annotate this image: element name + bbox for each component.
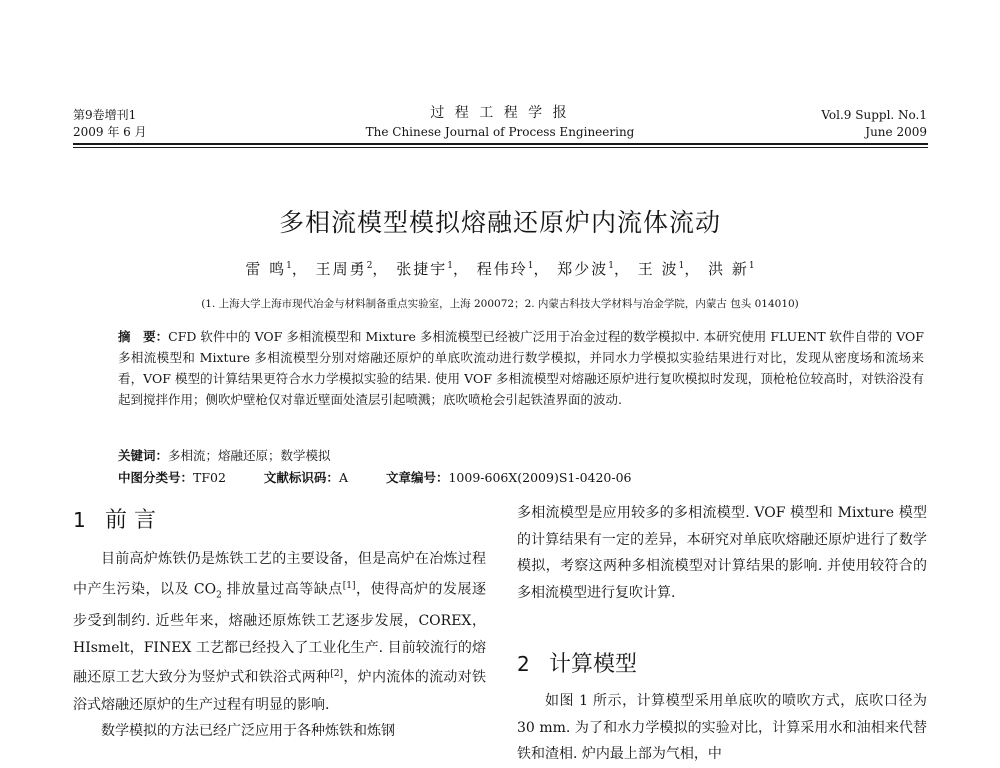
author-name: 张捷宇 (396, 260, 448, 278)
author-separator: ， (291, 260, 316, 278)
author-separator: ， (533, 260, 558, 278)
intro-paragraph-1 (73, 546, 486, 718)
section-2-heading (517, 650, 637, 679)
author-name: 雷 鸣 (245, 260, 287, 278)
abstract-label: 摘 要： (118, 329, 169, 344)
author-affiliation-mark: 1 (608, 261, 615, 271)
author-separator: ， (372, 260, 397, 278)
clc-code (118, 470, 226, 485)
section-1-heading (73, 506, 156, 535)
abstract (118, 326, 924, 410)
header-volume-en: Vol.9 Suppl. No.1 (821, 108, 927, 122)
intro-p1-c: ，使得高炉的发展逐步受到制约. 近些年来，熔融还原炼铁工艺逐步发展，COREX，HIsmelt，FINEX 工艺都已经投入了工业化生产. 目前较流行的熔融还原工艺大致分为竖炉式和铁浴式两种 (73, 581, 487, 687)
clc-value: TF02 (193, 470, 226, 485)
doc-label: 文献标识码： (263, 470, 339, 485)
keywords (118, 445, 331, 466)
author-affiliation-mark: 1 (678, 261, 685, 271)
header-date-en: June 2009 (865, 125, 927, 139)
author-name: 洪 新 (708, 260, 749, 278)
header-volume-cn: 第9卷增刊1 (73, 108, 137, 122)
article-number (386, 470, 632, 485)
section-2-paragraph (517, 688, 927, 768)
section-2-number: 2 (517, 652, 530, 676)
classification-line (118, 467, 666, 488)
left-column (73, 546, 486, 745)
author-affiliation-mark: 1 (748, 261, 755, 271)
author-separator: ， (684, 260, 709, 278)
clc-label: 中图分类号： (118, 470, 194, 485)
doc-value: A (338, 470, 348, 485)
author-name: 王周勇 (315, 260, 367, 278)
header-date-cn: 2009 年 6 月 (73, 125, 147, 139)
author-name: 程伟玲 (476, 260, 528, 278)
author-affiliation-mark: 1 (447, 261, 453, 271)
intro-p1-a: 目前高炉炼铁仍是炼铁工艺的主要设备，但是高炉在冶炼过程中产生污染，以及 CO (73, 551, 486, 598)
author-separator: ， (614, 260, 638, 278)
author-name: 郑少波 (557, 260, 609, 278)
affiliations: (1. 上海大学上海市现代冶金与材料制备重点实验室，上海 200072；2. 内蒙古科技大学材料与冶金学院，内蒙古 包头 014010) (201, 298, 799, 310)
section-1-number: 1 (73, 508, 86, 532)
intro-p1-d: ，炉内流体的流动对铁浴式熔融还原炉的生产过程有明显的影响. (73, 670, 487, 713)
header-journal-en: The Chinese Journal of Process Engineering (365, 125, 635, 139)
intro-paragraph-2: 数学模拟的方法已经广泛应用于各种炼铁和炼钢 (101, 723, 395, 740)
header-journal-cn: 过 程 工 程 学 报 (430, 105, 570, 121)
author-affiliation-mark: 2 (366, 261, 373, 271)
header-rule-thick (73, 143, 928, 145)
author-affiliation-mark: 1 (286, 261, 292, 271)
right-column-paragraph: 多相流模型是应用较多的多相流模型. VOF 模型和 Mixture 模型的计算结果有一定的差异，本研究对单底吹熔融还原炉进行了数学模拟，考察这两种多相流模型对计算结果的影响. 并使用较符合的多相流模型进行复吹计算. (517, 505, 927, 601)
article-value: 1009-606X(2009)S1-0420-06 (448, 470, 632, 485)
header-rule-thin (73, 147, 928, 148)
abstract-text: CFD 软件中的 VOF 多相流模型和 Mixture 多相流模型已经被广泛用于冶金过程的数学模拟中. 本研究使用 FLUENT 软件自带的 VOF 多相流模型和 Mixture 多相流模型分别对熔融还原炉的单底吹流动进行数学模拟，并同水力学模拟实验结果进行对比，发现从密度场和流场来看，VOF 模型的计算结果更符合水力学模拟实验的结果. 使用 VOF 多相流模型对熔融还原炉进行复吹模拟时发现，顶枪枪位较高时，对铁浴没有起到搅拌作用；侧吹炉壁枪仅对靠近壁面处渣层引起喷溅；底吹喷枪会引起铁渣界面的波动. (118, 329, 924, 407)
model-paragraph-1: 如图 1 所示，计算模型采用单底吹的喷吹方式，底吹口径为 30 mm. 为了和水力学模拟的实验对比，计算采用水和油相来代替铁和渣相. 炉内最上部为气相，中 (517, 693, 927, 762)
intro-p1-b: 排放量过高等缺点 (221, 581, 343, 598)
author-list (0, 258, 1000, 279)
section-1-title: 前 言 (105, 508, 156, 533)
paper-title: 多相流模型模拟熔融还原炉内流体流动 (278, 208, 721, 237)
article-label: 文章编号： (385, 470, 449, 485)
citation-2: [2] (330, 669, 344, 680)
intro-p1-sub: 2 (216, 589, 222, 600)
doc-code (264, 470, 348, 485)
author-affiliation-mark: 1 (527, 261, 534, 271)
author-separator: ， (452, 260, 477, 278)
section-2-title: 计算模型 (549, 652, 638, 677)
keywords-text: 多相流；熔融还原；数学模拟 (168, 448, 331, 463)
citation-1: [1] (342, 580, 356, 591)
author-name: 王 波 (637, 260, 679, 278)
keywords-label: 关键词： (118, 448, 169, 463)
